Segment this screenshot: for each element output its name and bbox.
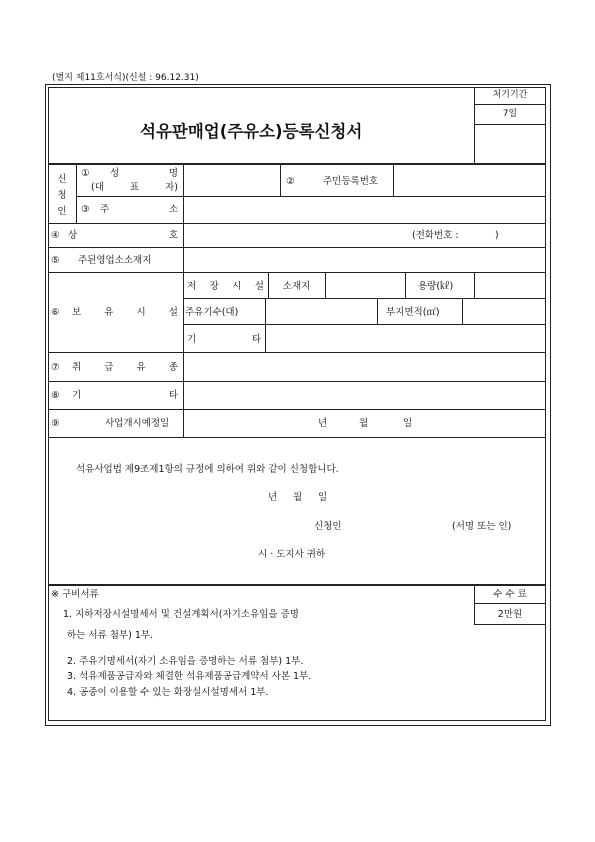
document-item: 1. 지하저장시설명세서 및 건설계획서(자기소유임을 증명 — [63, 609, 299, 620]
location-field[interactable] — [185, 249, 544, 270]
storage-address-label: 소재지 — [282, 281, 311, 292]
land-area-field[interactable] — [464, 300, 544, 322]
facility-other-field[interactable] — [267, 326, 544, 350]
location-number: ⑤ — [51, 255, 60, 266]
name-sublabel: (대 표 자) — [91, 182, 178, 193]
processing-period-value: 7일 — [502, 109, 518, 119]
applicant-sign-field[interactable] — [358, 516, 448, 534]
pump-count-field[interactable] — [267, 300, 375, 322]
address-field[interactable] — [185, 198, 544, 221]
name-field[interactable] — [185, 165, 278, 194]
fee-label: 수 수 료 — [493, 589, 527, 600]
fee-value: 2만원 — [497, 609, 523, 620]
application-date-year[interactable]: 년 — [268, 492, 278, 503]
application-statement: 석유사업법 제9조제1항의 규정에 의하여 위와 같이 신청합니다. — [76, 464, 339, 475]
storage-label: 저 장 시 설 — [187, 281, 264, 292]
start-date-day[interactable]: 일 — [403, 418, 413, 429]
oil-type-number: ⑦ — [51, 362, 60, 373]
start-date-number: ⑨ — [51, 418, 60, 429]
trade-field[interactable] — [185, 225, 405, 245]
application-date-day[interactable]: 일 — [318, 492, 328, 503]
form-title: 석유판매업(주유소)등록신청서 — [140, 122, 363, 141]
trade-label: 상 호 — [68, 230, 178, 241]
rrn-label: 주민등록번호 — [323, 176, 379, 187]
sign-note: (서명 또는 인) — [452, 521, 512, 532]
storage-address-field[interactable] — [327, 274, 403, 296]
applicant-group-label: 신 청 인 — [57, 174, 67, 217]
other-label: 기 타 — [72, 390, 178, 401]
facility-other-label: 기 타 — [187, 334, 261, 345]
capacity-label: 용량(㎘) — [418, 281, 454, 292]
land-area-label: 부지면적(㎡) — [386, 307, 440, 318]
other-number: ⑧ — [51, 390, 60, 401]
documents-header: ※ 구비서류 — [51, 589, 99, 600]
application-date-month[interactable]: 월 — [293, 492, 303, 503]
document-item: 하는 서류 첨부) 1부. — [67, 630, 154, 641]
capacity-field[interactable] — [476, 274, 544, 296]
start-date-year[interactable]: 년 — [318, 418, 328, 429]
address-label: 주 소 — [100, 204, 178, 215]
facility-number: ⑥ — [51, 307, 60, 318]
location-label: 주된영업소소재지 — [78, 255, 152, 266]
oil-type-field[interactable] — [185, 354, 544, 379]
document-item: 4. 공중이 이용할 수 있는 화장실시설명세서 1부. — [67, 687, 269, 698]
recipient: 시 · 도지사 귀하 — [258, 549, 326, 560]
processing-period-label: 처기기간 — [492, 90, 528, 100]
other-field[interactable] — [185, 383, 544, 407]
address-number: ③ — [81, 204, 90, 215]
pump-count-label: 주유기수(대) — [185, 307, 239, 318]
facility-label: 보 유 시 설 — [72, 307, 178, 318]
phone-field[interactable]: (전화번호 : ) — [412, 230, 499, 241]
start-date-label: 사업개시예정일 — [105, 418, 170, 429]
form-number-note: (별지 제11호서식)(신설 : 96.12.31) — [52, 73, 199, 83]
rrn-number: ② — [286, 176, 295, 187]
start-date-month[interactable]: 월 — [359, 418, 369, 429]
name-label: 성 명 — [110, 168, 178, 179]
document-item: 3. 석유제품공급자와 체결한 석유제품공급계약서 사본 1부. — [67, 671, 312, 682]
rrn-field[interactable] — [395, 165, 544, 194]
applicant-sign-label: 신청인 — [314, 521, 342, 532]
oil-type-label: 취 급 유 종 — [72, 362, 178, 373]
processing-stamp-field[interactable] — [476, 126, 544, 161]
name-number: ① — [81, 168, 90, 179]
document-item: 2. 주유기명세서(자기 소유임을 증명하는 서류 첨부) 1부. — [67, 656, 304, 667]
trade-number: ④ — [51, 230, 60, 241]
